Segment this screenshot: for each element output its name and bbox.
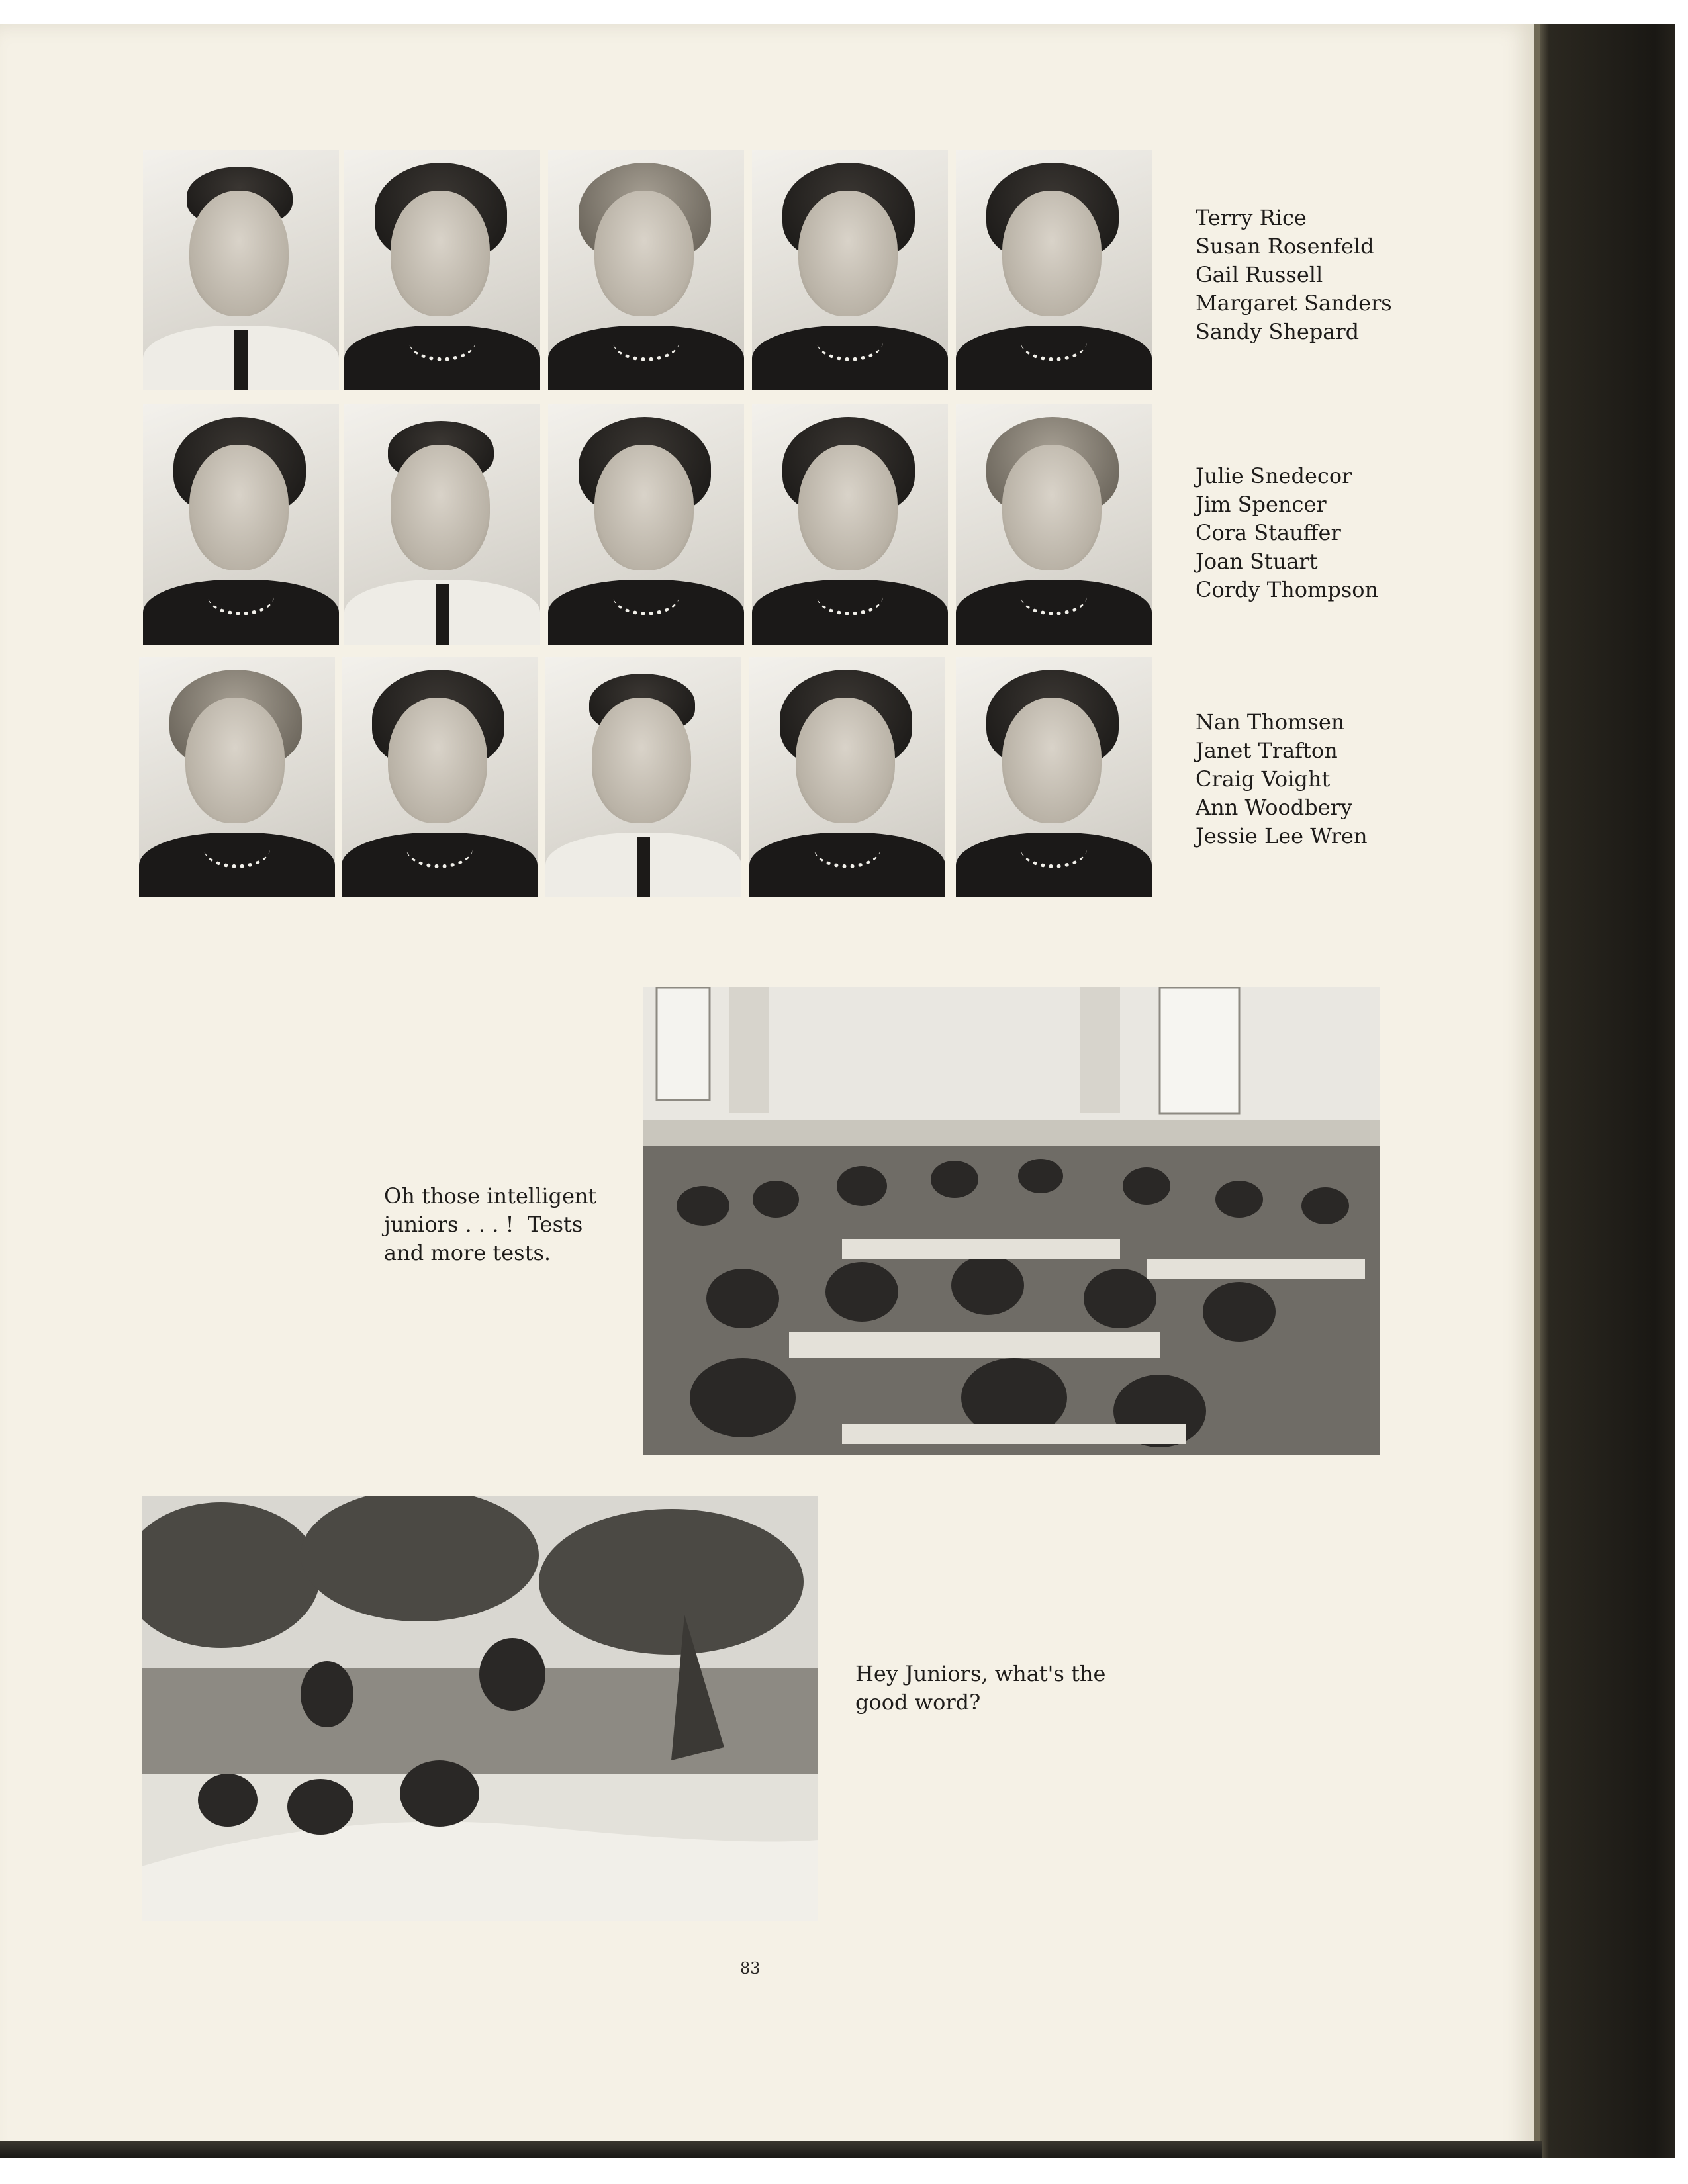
classroom-photo	[643, 987, 1380, 1455]
page-number: 83	[740, 1959, 761, 1978]
portrait-photo	[956, 150, 1152, 390]
caption-line: Oh those intelligent	[384, 1183, 597, 1208]
book-cover-edge	[1523, 24, 1675, 2158]
student-name: Jessie Lee Wren	[1196, 823, 1368, 848]
student-name: Jim Spencer	[1196, 492, 1327, 517]
portrait-photo	[139, 657, 335, 897]
page-spine-edge	[1534, 24, 1540, 2158]
student-name: Gail Russell	[1196, 262, 1323, 287]
portrait-photo	[545, 657, 741, 897]
portrait-photo	[956, 657, 1152, 897]
portrait-grid	[139, 147, 1158, 907]
student-name: Craig Voight	[1196, 766, 1331, 792]
convertible-caption	[855, 1660, 1105, 1717]
student-name: Ann Woodbery	[1196, 795, 1353, 820]
portrait-photo	[956, 404, 1152, 645]
portrait-photo	[143, 150, 339, 390]
student-name: Nan Thomsen	[1196, 709, 1345, 735]
student-name: Cora Stauffer	[1196, 520, 1341, 545]
portrait-photo	[344, 404, 540, 645]
portrait-photo	[749, 657, 945, 897]
caption-line: good word?	[855, 1690, 981, 1715]
portrait-photo	[344, 150, 540, 390]
caption-line: and more tests.	[384, 1240, 551, 1265]
caption-line: juniors . . . ! Tests	[384, 1212, 583, 1237]
convertible-photo	[142, 1496, 818, 1921]
portrait-photo	[752, 404, 948, 645]
student-name: Cordy Thompson	[1196, 577, 1379, 602]
caption-line: Hey Juniors, what's the	[855, 1661, 1106, 1686]
student-name: Joan Stuart	[1196, 549, 1318, 574]
student-name: Terry Rice	[1196, 205, 1307, 230]
portrait-photo	[342, 657, 538, 897]
names-list	[1196, 204, 1392, 346]
names-list	[1196, 708, 1368, 850]
student-name: Sandy Shepard	[1196, 319, 1360, 344]
names-list	[1196, 462, 1378, 604]
portrait-photo	[752, 150, 948, 390]
student-name: Susan Rosenfeld	[1196, 234, 1374, 259]
classroom-caption	[384, 1182, 597, 1267]
portrait-photo	[548, 150, 744, 390]
page-bottom-edge	[0, 2141, 1542, 2184]
student-name: Janet Trafton	[1196, 738, 1338, 763]
portrait-photo	[548, 404, 744, 645]
student-name: Julie Snedecor	[1196, 463, 1352, 488]
portrait-photo	[143, 404, 339, 645]
student-name: Margaret Sanders	[1196, 291, 1392, 316]
